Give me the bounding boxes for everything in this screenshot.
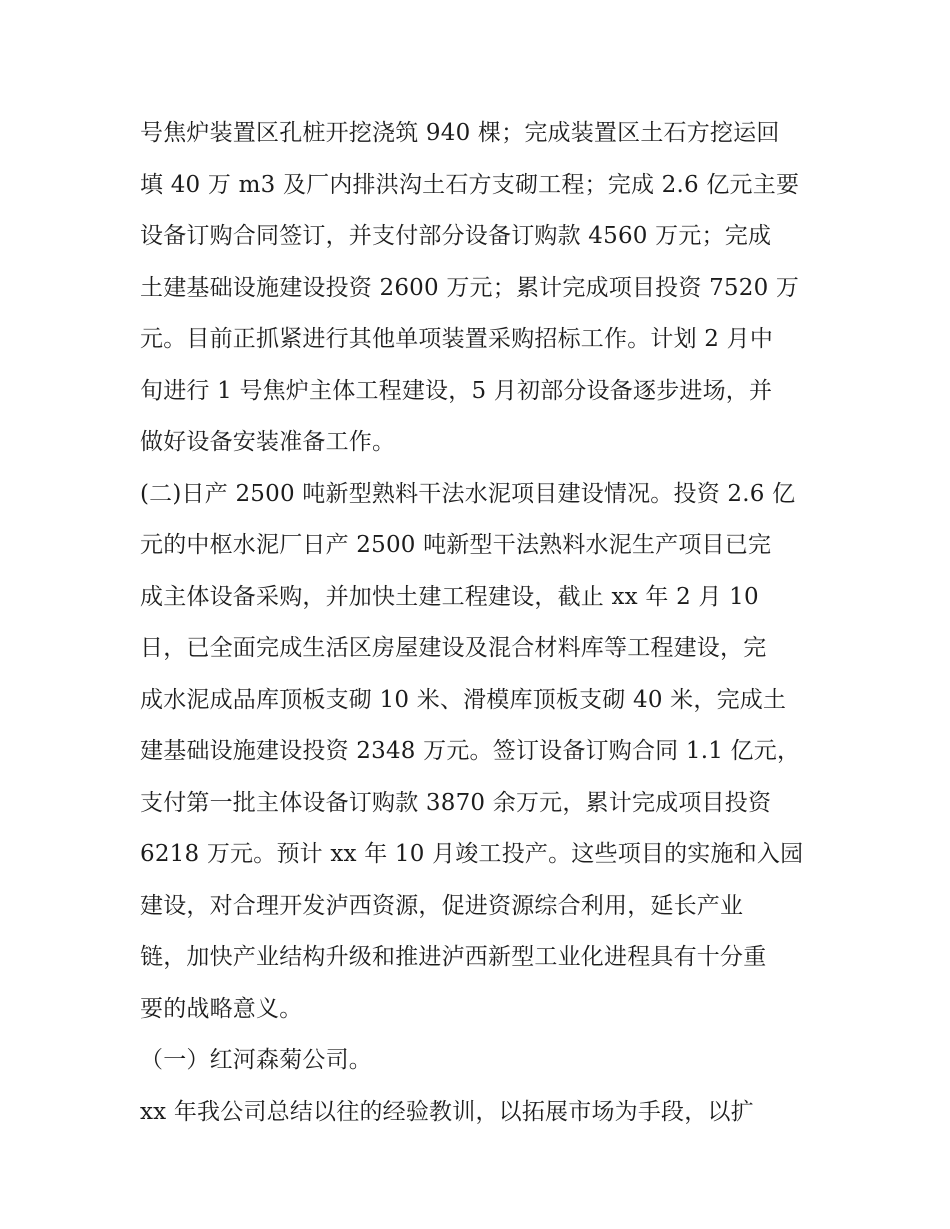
text-line: 土建基础设施建设投资 2600 万元；累计完成项目投资 7520 万	[140, 274, 800, 301]
section-heading-line: (二)日产 2500 吨新型熟料干法水泥项目建设情况。投资 2.6 亿	[140, 480, 796, 507]
text-line: 支付第一批主体设备订购款 3870 余万元，累计完成项目投资	[140, 789, 772, 816]
text-line: 链，加快产业结构升级和推进泸西新型工业化进程具有十分重	[140, 944, 767, 970]
text-line: 建设，对合理开发泸西资源，促进资源综合利用，延长产业	[140, 892, 744, 919]
text-line: 做好设备安装准备工作。	[140, 429, 396, 455]
text-line: 日，已全面完成生活区房屋建设及混合材料库等工程建设，完	[140, 635, 767, 661]
text-line: 成主体设备采购，并加快土建工程建设，截止 xx 年 2 月 10	[140, 583, 759, 610]
text-line: 要的战略意义。	[140, 995, 303, 1022]
text-line: 填 40 万 m3 及厂内排洪沟土石方支砌工程；完成 2.6 亿元主要	[140, 171, 800, 198]
text-line: xx 年我公司总结以往的经验教训，以拓展市场为手段，以扩	[140, 1098, 754, 1125]
text-line: 建基础设施建设投资 2348 万元。签订设备订购合同 1.1 亿元，	[140, 738, 801, 764]
body-text	[140, 108, 830, 1138]
text-line: 号焦炉装置区孔桩开挖浇筑 940 棵；完成装置区土石方挖运回	[140, 120, 780, 146]
text-line: 元。目前正抓紧进行其他单项装置采购招标工作。计划 2 月中	[140, 326, 774, 352]
text-line: 成水泥成品库顶板支砌 10 米、滑模库顶板支砌 40 米，完成土	[140, 686, 787, 713]
text-line: 旬进行 1 号焦炉主体工程建设，5 月初部分设备逐步进场，并	[140, 377, 773, 404]
section-heading-line: （一）红河森菊公司。	[140, 1047, 372, 1073]
text-line: 设备订购合同签订，并支付部分设备订购款 4560 万元；完成	[140, 223, 772, 249]
text-line: 元的中枢水泥厂日产 2500 吨新型干法熟料水泥生产项目已完	[140, 532, 772, 558]
text-line: 6218 万元。预计 xx 年 10 月竣工投产。这些项目的实施和入园	[140, 841, 804, 867]
